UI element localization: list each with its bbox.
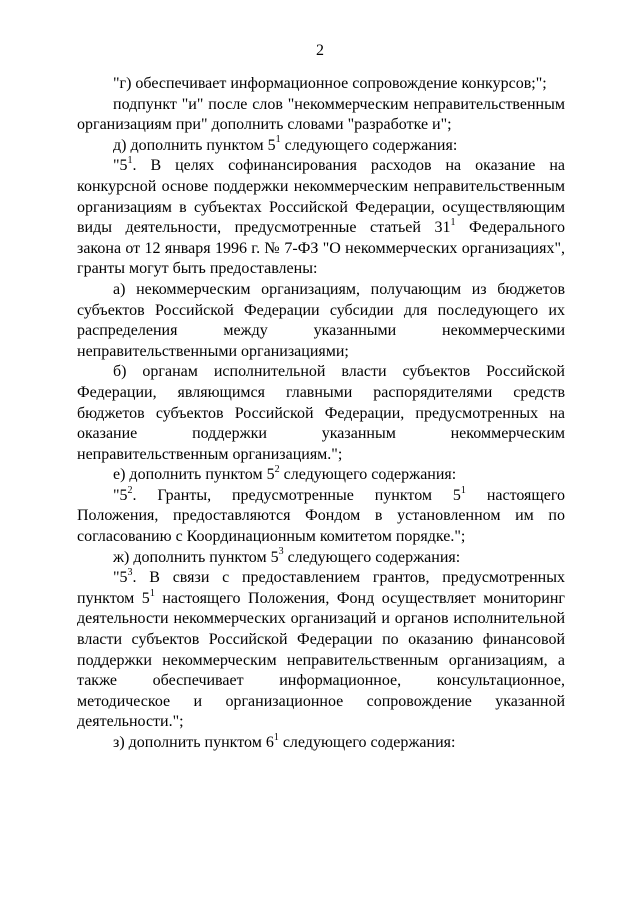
paragraph-b-authorities [77, 362, 565, 465]
paragraph-subpoint-i [77, 95, 565, 136]
paragraph-text: з) дополнить пунктом 6 [113, 734, 274, 751]
superscript-index: 1 [450, 216, 456, 228]
paragraph-zh-add-5-3 [77, 548, 565, 569]
superscript-index: 1 [149, 587, 155, 599]
paragraph-text: ж) дополнить пунктом 5 [113, 548, 279, 566]
paragraph-text: Федерального закона от 12 января 1996 г. № 7-ФЗ "О некоммерческих организациях", гранты могут быть предоставлены: [77, 219, 566, 278]
paragraph-text: подпункт "и" после слов "некоммерческим неправительственным организациям при" дополнить словами "разработке и"; [77, 95, 565, 134]
paragraph-g-support [77, 74, 565, 95]
paragraph-z-add-6-1 [77, 733, 565, 754]
paragraph-text: "5 [113, 157, 128, 175]
paragraph-text: а) некоммерческим организациям, получающим из бюджетов субъектов Российской Федерации субсидии для последующего их распределения между указанными некоммерческими неправительственными организациями; [77, 280, 565, 360]
paragraph-text: следующего содержания: [279, 466, 457, 484]
paragraph-text: "5 [113, 569, 128, 587]
paragraph-text: следующего содержания: [278, 734, 456, 751]
paragraph-text: е) дополнить пунктом 5 [113, 466, 275, 484]
superscript-index: 2 [127, 484, 133, 496]
paragraph-text: настоящего Положения, Фонд осуществляет мониторинг деятельности некоммерческих организаций и органов исполнительной власти субъектов Российской Федерации по оказанию финансовой поддержки некоммерческим неправительственным организациям, а также обеспечивает информационное, консультационное, методическое и организационное сопровождение указанной деятельности."; [77, 589, 565, 731]
superscript-index: 1 [275, 134, 281, 146]
paragraph-text: следующего содержания: [280, 136, 458, 154]
superscript-index: 1 [460, 484, 466, 496]
paragraph-text: следующего содержания: [283, 548, 461, 566]
superscript-index: 3 [127, 566, 133, 578]
paragraph-text: . В целях софинансирования расходов на оказание на конкурсной основе поддержки некоммерческим неправительственным организациям в субъектах Российской Федерации, осуществляющим виды деятельности, предусмотренные статьей 31 [77, 157, 565, 237]
paragraph-text: . Гранты, предусмотренные пунктом 5 [132, 486, 461, 504]
paragraph-text: . В связи с предоставлением грантов, предусмотренных пунктом 5 [77, 569, 565, 607]
paragraph-e-add-5-2 [77, 465, 565, 486]
paragraph-text: б) органам исполнительной власти субъектов Российской Федерации, являющимся главными распорядителями средств бюджетов субъектов Российской Федерации, предусмотренных на оказание поддержки указанным некоммерческим неправительственным организациям."; [77, 363, 565, 463]
paragraph-a-organizations [77, 280, 565, 362]
paragraph-text: "5 [113, 486, 128, 504]
paragraph-5-1-text [77, 156, 565, 280]
superscript-index: 3 [278, 546, 284, 558]
superscript-index: 1 [127, 155, 133, 167]
paragraph-text: д) дополнить пунктом 5 [113, 136, 276, 154]
page-number: 2 [316, 42, 324, 59]
paragraph-text: настоящего Положения, предоставляются Фондом в установленном им по согласованию с Координационным комитетом порядке."; [77, 486, 566, 546]
superscript-index: 1 [273, 731, 279, 743]
paragraph-5-2-text [77, 486, 565, 548]
paragraph-text: "г) обеспечивает информационное сопровождение конкурсов;"; [113, 75, 547, 92]
document-body [77, 74, 565, 754]
paragraph-d-add-5-1 [77, 136, 565, 157]
paragraph-5-3-text [77, 568, 565, 733]
superscript-index: 2 [274, 463, 280, 475]
